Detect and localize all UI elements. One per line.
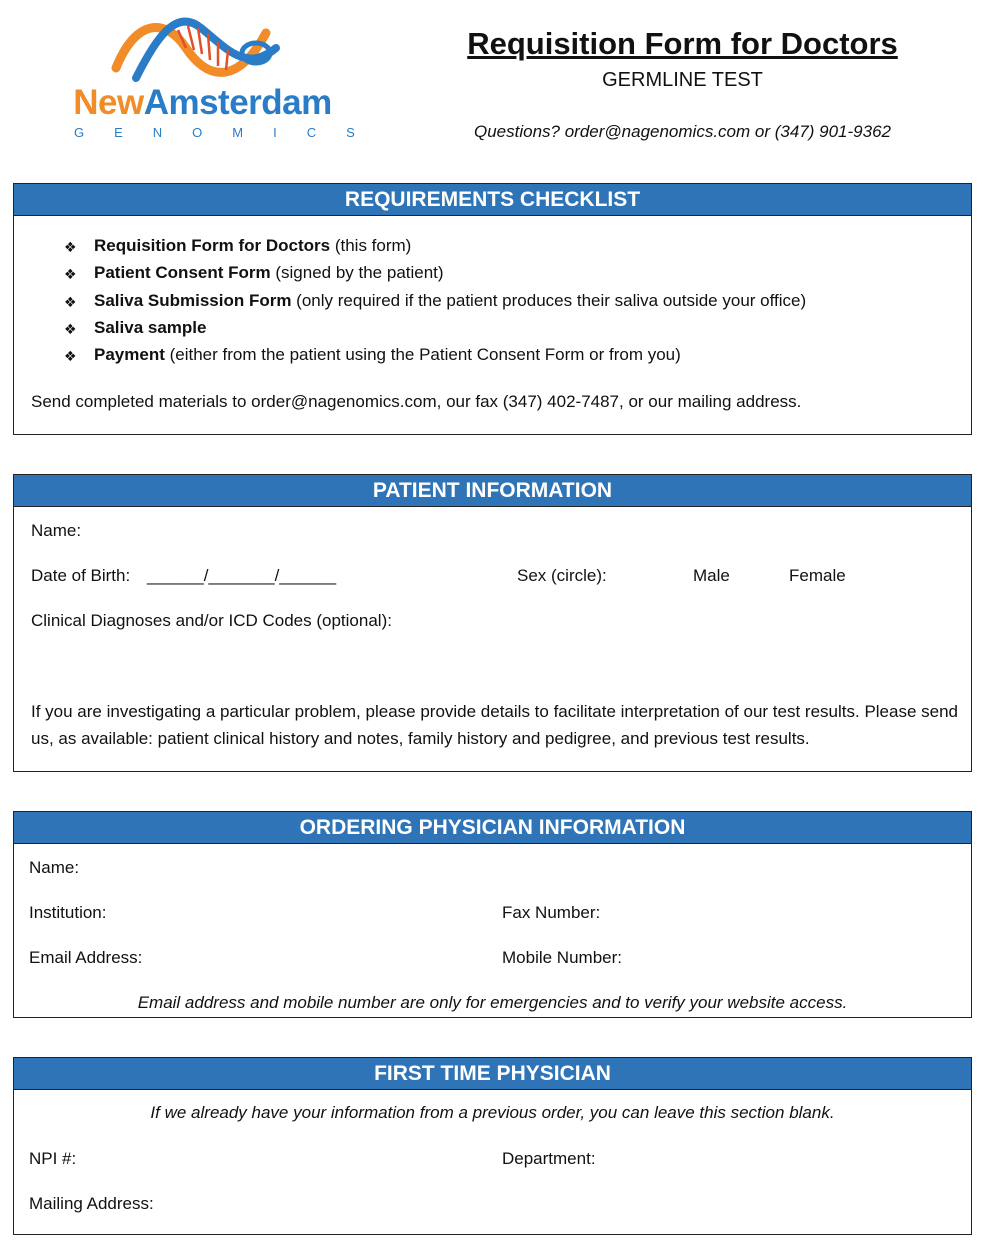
institution-label: Institution: bbox=[29, 903, 107, 922]
checklist-item-title: Saliva sample bbox=[94, 318, 207, 337]
logo-wordmark bbox=[50, 83, 355, 123]
diamond-bullet-icon: ❖ bbox=[64, 266, 77, 282]
mailing-address-label: Mailing Address: bbox=[29, 1194, 154, 1213]
dna-helix-icon bbox=[106, 8, 286, 88]
patient-section bbox=[13, 474, 972, 772]
physician-contact-note: Email address and mobile number are only for emergencies and to verify your website access. bbox=[137, 993, 848, 1012]
checklist-item bbox=[94, 236, 411, 256]
physician-section bbox=[13, 811, 972, 1018]
checklist-item-detail: (this form) bbox=[330, 236, 412, 255]
sex-option-male[interactable]: Male bbox=[693, 566, 730, 585]
checklist-item bbox=[94, 263, 444, 283]
dob-field[interactable]: ______/_______/______ bbox=[147, 566, 337, 585]
patient-heading: PATIENT INFORMATION bbox=[14, 475, 971, 507]
patient-name-label: Name: bbox=[31, 521, 82, 540]
send-materials-note: Send completed materials to order@nagenomics.com, our fax (347) 402-7487, or our mailing address. bbox=[31, 392, 802, 411]
email-address-label: Email Address: bbox=[29, 948, 143, 967]
mobile-number-label: Mobile Number: bbox=[502, 948, 622, 967]
checklist-item bbox=[94, 345, 681, 365]
checklist-item-title: Payment bbox=[94, 345, 165, 364]
diagnoses-label: Clinical Diagnoses and/or ICD Codes (optional): bbox=[31, 611, 392, 630]
physician-heading: ORDERING PHYSICIAN INFORMATION bbox=[14, 812, 971, 844]
sex-label: Sex (circle): bbox=[517, 566, 607, 585]
first-time-heading: FIRST TIME PHYSICIAN bbox=[14, 1058, 971, 1090]
checklist-item-title: Saliva Submission Form bbox=[94, 291, 292, 310]
first-time-section bbox=[13, 1057, 972, 1235]
checklist-item-detail: (only required if the patient produces their saliva outside your office) bbox=[291, 291, 807, 310]
checklist-item bbox=[94, 291, 806, 311]
first-time-note: If we already have your information from a previous order, you can leave this section blank. bbox=[150, 1103, 835, 1122]
diamond-bullet-icon: ❖ bbox=[64, 239, 77, 255]
checklist-item-title: Requisition Form for Doctors bbox=[94, 236, 331, 255]
diamond-bullet-icon: ❖ bbox=[64, 321, 77, 337]
npi-label: NPI #: bbox=[29, 1149, 77, 1168]
form-subtitle: GERMLINE TEST bbox=[602, 69, 763, 91]
checklist-item-title: Patient Consent Form bbox=[94, 263, 271, 282]
physician-name-label: Name: bbox=[29, 858, 80, 877]
contact-questions: Questions? order@nagenomics.com or (347) 901-9362 bbox=[474, 122, 891, 141]
checklist-item-detail: (either from the patient using the Patient Consent Form or from you) bbox=[164, 345, 681, 364]
logo-word-amsterdam: Amsterdam bbox=[143, 83, 332, 122]
logo-word-new: New bbox=[73, 83, 144, 122]
fax-number-label: Fax Number: bbox=[502, 903, 601, 922]
checklist-item bbox=[94, 318, 206, 338]
form-title: Requisition Form for Doctors bbox=[467, 26, 898, 61]
company-logo bbox=[50, 8, 385, 143]
checklist-item-detail: (signed by the patient) bbox=[270, 263, 444, 282]
diamond-bullet-icon: ❖ bbox=[64, 294, 77, 310]
requirements-heading: REQUIREMENTS CHECKLIST bbox=[14, 184, 971, 216]
department-label: Department: bbox=[502, 1149, 596, 1168]
requirements-section bbox=[13, 183, 972, 435]
investigation-note: If you are investigating a particular problem, please provide details to facilitate interpretation of our test results. Please send us, as available: patient clinical history and notes, family history and pedigree, and previous test results. bbox=[31, 702, 959, 748]
sex-option-female[interactable]: Female bbox=[789, 566, 846, 585]
diamond-bullet-icon: ❖ bbox=[64, 348, 77, 364]
logo-subtitle: GENOMICS bbox=[74, 125, 385, 140]
dob-label: Date of Birth: bbox=[31, 566, 131, 585]
